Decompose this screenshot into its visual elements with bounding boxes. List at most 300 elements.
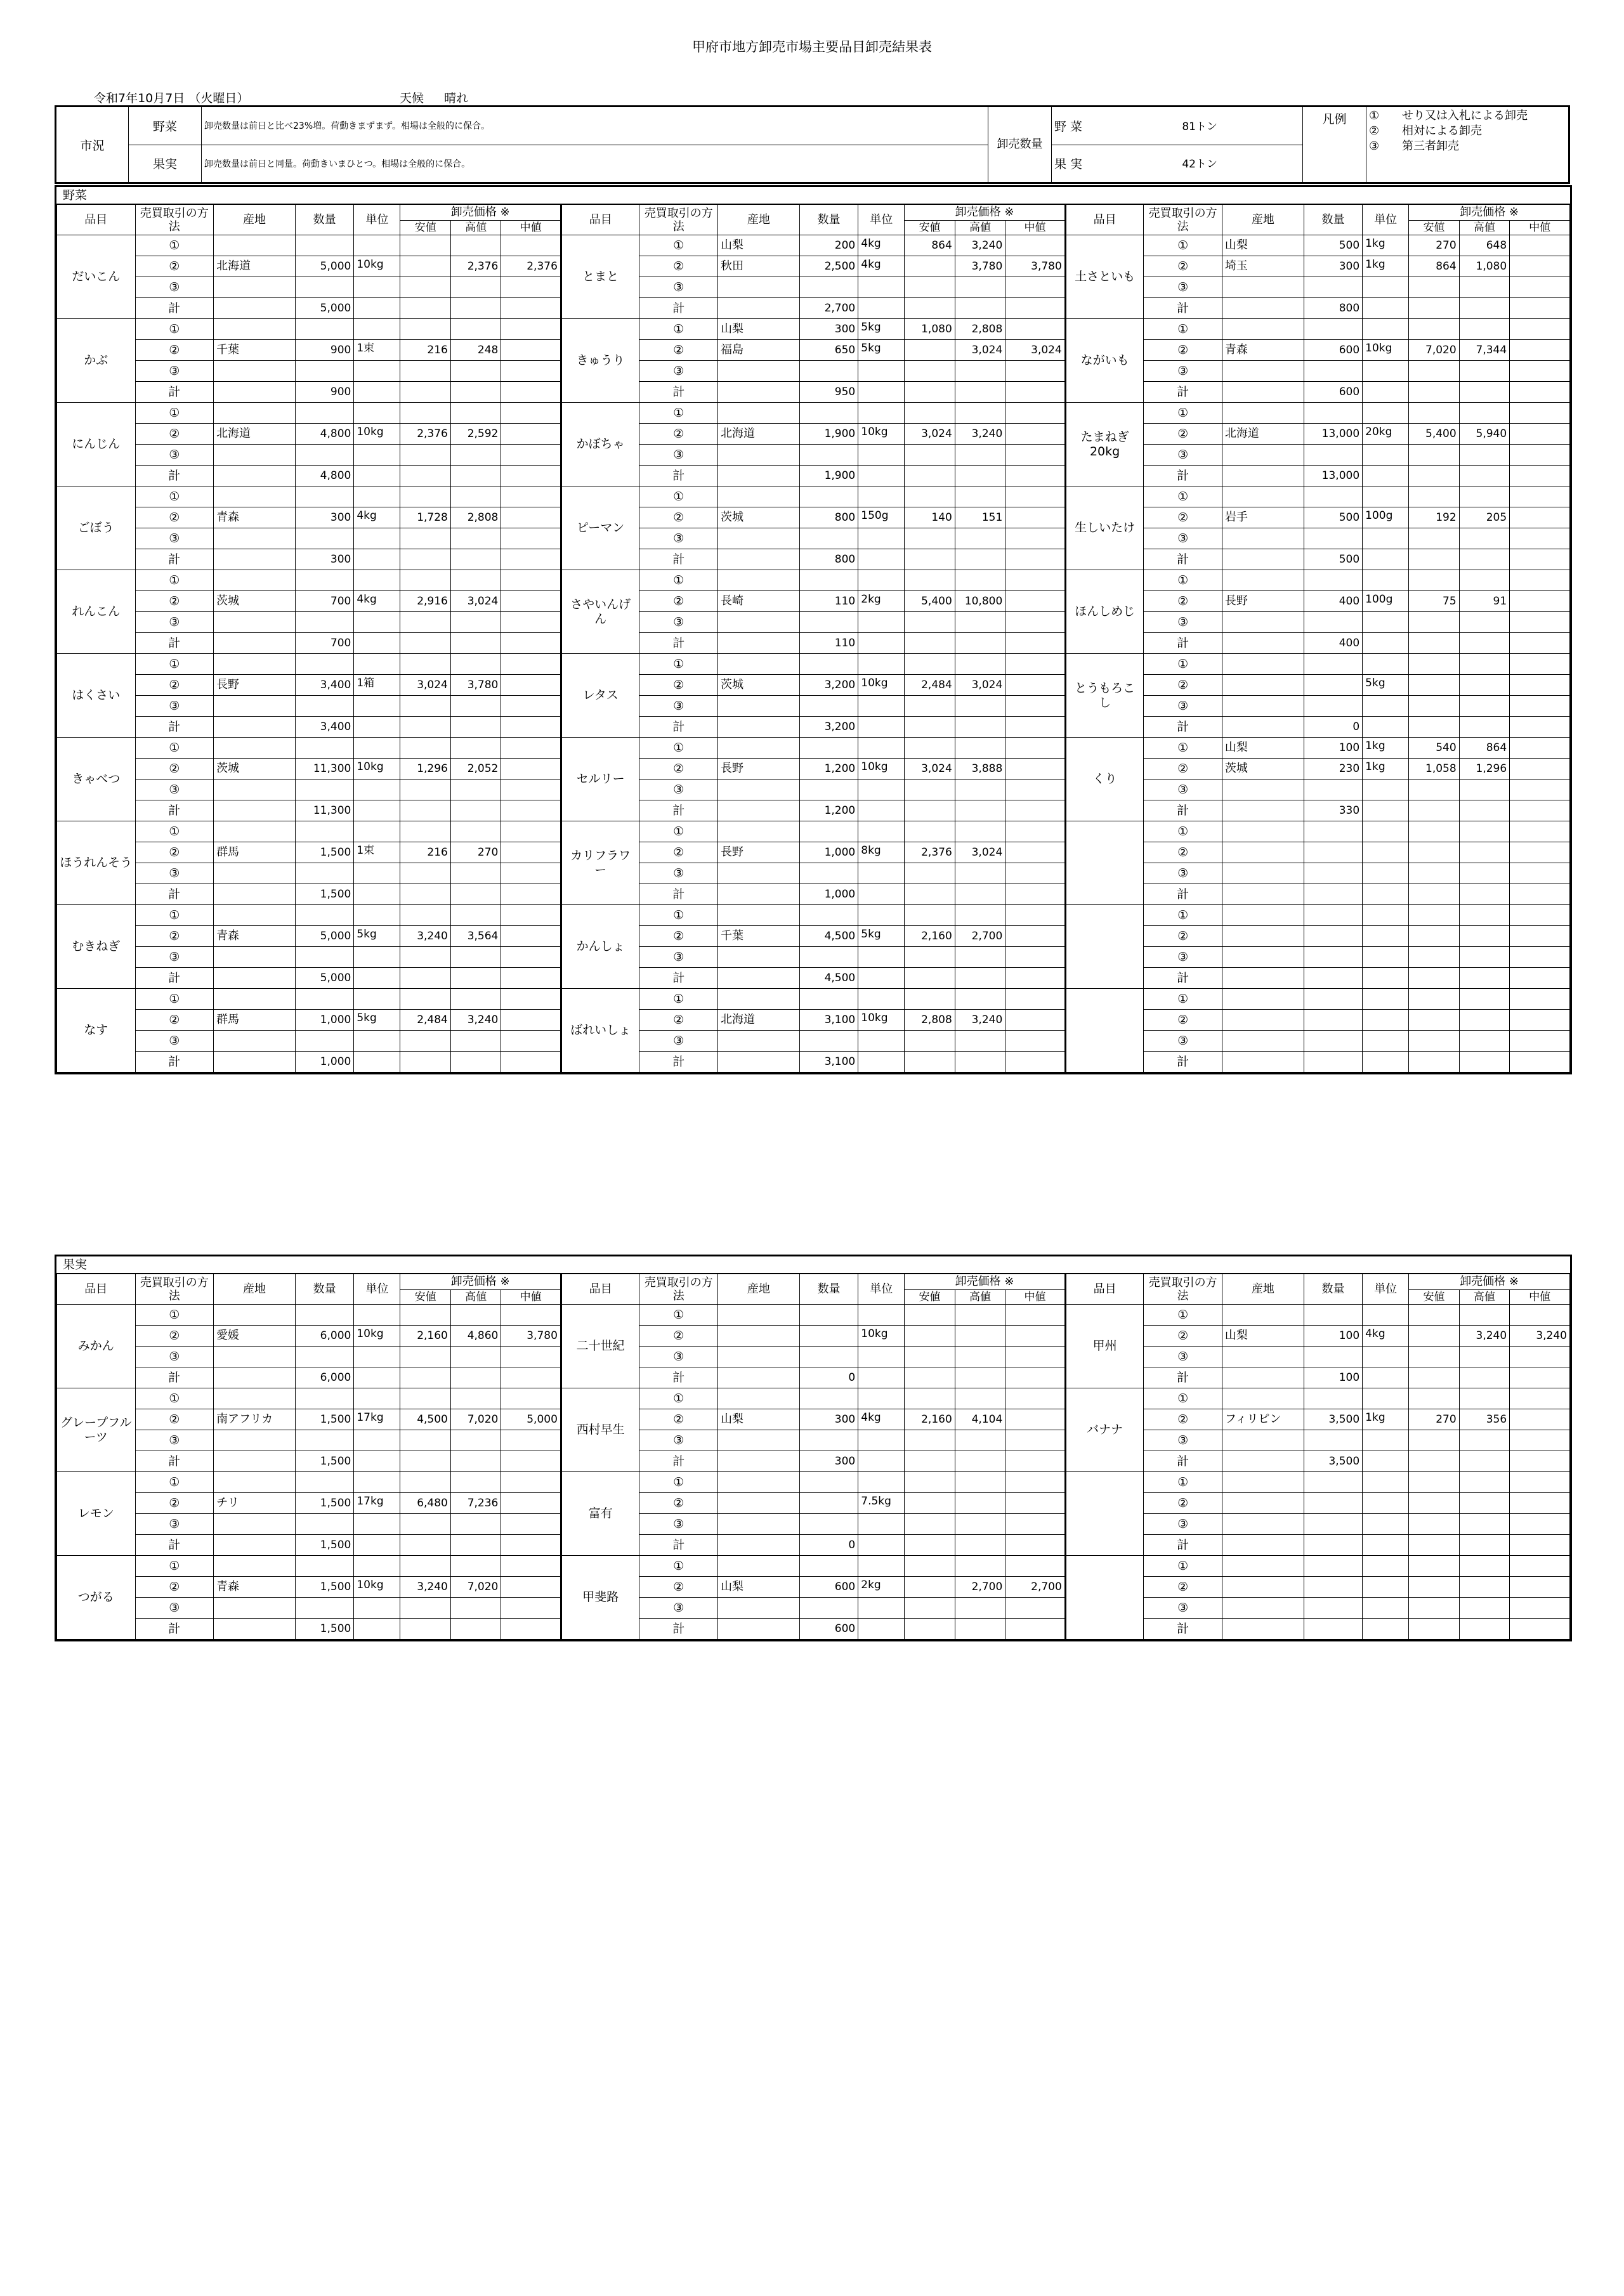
low-price-cell [905,1052,955,1073]
mid-price-cell [1005,403,1066,424]
low-price-cell [905,863,955,884]
unit-cell [354,1514,400,1535]
qty-cell [799,989,858,1010]
mid-price-cell [1510,1577,1570,1598]
header-low: 安値 [400,1290,450,1305]
unit-cell [1363,989,1409,1010]
origin-cell [717,738,799,759]
mid-price-cell [1005,235,1066,256]
unit-cell: 4kg [858,235,905,256]
high-price-cell [450,361,501,382]
high-price-cell [450,445,501,466]
high-price-cell: 3,240 [1459,1326,1509,1347]
high-price-cell [450,654,501,675]
low-price-cell [905,1347,955,1367]
origin-cell: 福島 [717,340,799,361]
origin-cell [717,905,799,926]
header-low: 安値 [905,1290,955,1305]
origin-cell: 長崎 [717,591,799,612]
unit-cell [858,1367,905,1388]
origin-cell [1222,633,1304,654]
low-price-cell [905,361,955,382]
qty-cell: 1,000 [295,1010,353,1031]
qty-cell: 4,500 [799,968,858,989]
header-qty: 数量 [799,205,858,235]
unit-cell [1363,779,1409,800]
header-unit: 単位 [858,205,905,235]
market-summary [55,105,1570,184]
high-price-cell: 205 [1459,507,1509,528]
high-price-cell: 4,860 [450,1326,501,1347]
mid-price-cell [501,926,561,947]
low-price-cell [1409,1010,1459,1031]
high-price-cell [955,633,1005,654]
origin-cell [1222,821,1304,842]
unit-cell [1363,1052,1409,1073]
origin-cell [717,968,799,989]
qty-cell: 3,500 [1304,1409,1362,1430]
item-name: みかん [57,1305,136,1388]
mid-price-cell [1510,1493,1570,1514]
high-price-cell [450,989,501,1010]
qty-cell [799,445,858,466]
high-price-cell [1459,1619,1509,1640]
unit-cell [354,633,400,654]
unit-cell: 5kg [858,926,905,947]
mid-price-cell [1005,1556,1066,1577]
origin-cell [1222,675,1304,696]
method-cell: 計 [1144,1619,1222,1640]
method-cell: ② [1144,424,1222,445]
high-price-cell [1459,905,1509,926]
high-price-cell [1459,842,1509,863]
low-price-cell [400,486,450,507]
origin-cell [1222,654,1304,675]
origin-cell: 山梨 [717,1577,799,1598]
high-price-cell: 864 [1459,738,1509,759]
high-price-cell: 3,024 [955,340,1005,361]
method-cell: ② [135,256,214,277]
qty-cell [1304,570,1362,591]
mid-price-cell [1510,1010,1570,1031]
high-price-cell [955,1619,1005,1640]
mid-price-cell [501,1472,561,1493]
unit-cell [858,633,905,654]
unit-cell [858,696,905,717]
high-price-cell [450,382,501,403]
method-cell: ② [639,759,718,779]
low-price-cell [905,738,955,759]
mid-price-cell [1005,968,1066,989]
qty-cell [799,277,858,298]
qty-cell [799,1388,858,1409]
unit-cell [354,1619,400,1640]
high-price-cell [450,717,501,738]
high-price-cell [450,1031,501,1052]
unit-cell [1363,549,1409,570]
qty-cell: 100 [1304,738,1362,759]
qty-cell [1304,445,1362,466]
method-cell: 計 [639,717,718,738]
mid-price-cell [501,1556,561,1577]
mid-price-cell: 3,780 [501,1326,561,1347]
header-mid: 中値 [501,1290,561,1305]
low-price-cell [1409,1367,1459,1388]
low-price-cell: 4,500 [400,1409,450,1430]
origin-cell [717,821,799,842]
table-row [57,1326,1570,1347]
mid-price-cell [1510,947,1570,968]
low-price-cell [905,1326,955,1347]
low-price-cell [400,1619,450,1640]
method-cell: ② [639,591,718,612]
mid-price-cell [1510,1535,1570,1556]
table-row [57,1305,1570,1326]
header-low: 安値 [1409,221,1459,235]
qty-cell: 5,000 [295,926,353,947]
unit-cell: 10kg [858,1326,905,1347]
mid-price-cell [501,1493,561,1514]
unit-cell [354,298,400,319]
mid-price-cell [1510,633,1570,654]
low-price-cell [905,821,955,842]
mid-price-cell [1510,1514,1570,1535]
high-price-cell [955,884,1005,905]
table-row [57,277,1570,298]
mid-price-cell [501,1598,561,1619]
method-cell: 計 [135,382,214,403]
origin-cell: 青森 [1222,340,1304,361]
high-price-cell: 648 [1459,235,1509,256]
low-price-cell: 1,296 [400,759,450,779]
origin-cell [717,633,799,654]
origin-cell [214,1619,296,1640]
high-price-cell: 3,240 [955,1010,1005,1031]
high-price-cell [1459,382,1509,403]
low-price-cell [905,884,955,905]
high-price-cell [450,1430,501,1451]
item-name: にんじん [57,403,136,486]
qty-cell: 900 [295,382,353,403]
origin-cell [214,863,296,884]
unit-cell [1363,1619,1409,1640]
item-name: 土さといも [1065,235,1144,319]
qty-cell: 100 [1304,1326,1362,1347]
method-cell: ① [135,319,214,340]
origin-cell: 北海道 [214,424,296,445]
unit-cell [1363,800,1409,821]
qty-cell: 650 [799,340,858,361]
low-price-cell [905,1031,955,1052]
origin-cell [1222,445,1304,466]
low-price-cell [400,863,450,884]
mid-price-cell [1510,486,1570,507]
qty-cell: 1,000 [799,884,858,905]
origin-cell [214,633,296,654]
qty-cell [295,235,353,256]
method-cell: ② [135,507,214,528]
fruit-section [55,1255,1572,1641]
high-price-cell [450,1388,501,1409]
origin-cell: 長野 [717,842,799,863]
origin-cell: 千葉 [214,340,296,361]
high-price-cell [1459,1514,1509,1535]
origin-cell [717,1619,799,1640]
high-price-cell [955,905,1005,926]
mid-price-cell [1005,696,1066,717]
mid-price-cell [501,1031,561,1052]
qty-cell: 100 [1304,1367,1362,1388]
qty-cell [799,528,858,549]
origin-cell: 山梨 [1222,1326,1304,1347]
unit-cell: 10kg [354,759,400,779]
unit-cell [858,445,905,466]
high-price-cell [955,1388,1005,1409]
method-cell: ② [639,340,718,361]
qty-cell: 3,200 [799,675,858,696]
unit-cell [1363,1514,1409,1535]
method-cell: ③ [639,779,718,800]
item-name: 生しいたけ [1065,486,1144,570]
origin-cell [1222,696,1304,717]
low-price-cell [400,1535,450,1556]
qty-cell: 1,000 [799,842,858,863]
header-origin: 産地 [1222,1274,1304,1305]
veg-volume-value: 81トン [1182,120,1217,133]
origin-cell [214,549,296,570]
item-name: ピーマン [561,486,639,570]
method-cell: 計 [1144,717,1222,738]
mid-price-cell [501,633,561,654]
origin-cell: 群馬 [214,1010,296,1031]
low-price-cell [905,717,955,738]
origin-cell: 茨城 [717,675,799,696]
low-price-cell [1409,298,1459,319]
unit-cell: 1kg [1363,738,1409,759]
mid-price-cell [501,612,561,633]
low-price-cell [905,1535,955,1556]
low-price-cell [905,1619,955,1640]
mid-price-cell [501,738,561,759]
header-item: 品目 [57,1274,136,1305]
origin-cell [1222,1619,1304,1640]
method-cell: ① [135,1472,214,1493]
mid-price-cell [1005,675,1066,696]
mid-price-cell [1005,424,1066,445]
mid-price-cell: 3,240 [1510,1326,1570,1347]
high-price-cell [450,738,501,759]
qty-cell [799,654,858,675]
low-price-cell [905,1305,955,1326]
unit-cell [1363,528,1409,549]
unit-cell [1363,277,1409,298]
high-price-cell [1459,1430,1509,1451]
method-cell: ① [135,905,214,926]
unit-cell [858,947,905,968]
high-price-cell: 7,236 [450,1493,501,1514]
method-cell: ② [1144,507,1222,528]
origin-cell [1222,1556,1304,1577]
method-cell: 計 [639,1535,718,1556]
qty-cell: 1,500 [295,1493,353,1514]
qty-cell [1304,277,1362,298]
origin-cell [717,717,799,738]
unit-cell: 4kg [354,507,400,528]
low-price-cell [1409,361,1459,382]
unit-cell [354,1052,400,1073]
low-price-cell [1409,466,1459,486]
table-row [57,1472,1570,1493]
low-price-cell [1409,319,1459,340]
mid-price-cell [501,486,561,507]
qty-cell [295,779,353,800]
unit-cell [354,863,400,884]
method-cell: ① [1144,989,1222,1010]
unit-cell [354,717,400,738]
unit-cell [858,612,905,633]
high-price-cell [955,570,1005,591]
qty-cell [799,1493,858,1514]
low-price-cell [905,1451,955,1472]
method-cell: 計 [135,884,214,905]
table-row [57,466,1570,486]
high-price-cell [1459,361,1509,382]
method-cell: 計 [1144,382,1222,403]
mid-price-cell: 5,000 [501,1409,561,1430]
qty-cell [1304,1388,1362,1409]
method-cell: ① [1144,1388,1222,1409]
low-price-cell [400,445,450,466]
qty-cell: 4,800 [295,466,353,486]
low-price-cell [905,382,955,403]
unit-cell [1363,1598,1409,1619]
high-price-cell [1459,1010,1509,1031]
origin-cell [1222,466,1304,486]
mid-price-cell [1510,926,1570,947]
mid-price-cell [501,466,561,486]
low-price-cell [905,298,955,319]
legend-item: ② 相対による卸売 [1369,124,1482,138]
origin-cell [717,277,799,298]
high-price-cell: 2,052 [450,759,501,779]
origin-cell [1222,382,1304,403]
item-name [1065,905,1144,989]
origin-cell [1222,1514,1304,1535]
origin-cell [1222,1367,1304,1388]
qty-cell: 1,900 [799,424,858,445]
method-cell: ① [639,486,718,507]
item-name: むきねぎ [57,905,136,989]
low-price-cell [1409,779,1459,800]
low-price-cell [400,1451,450,1472]
mid-price-cell [501,1577,561,1598]
origin-cell: 愛媛 [214,1326,296,1347]
qty-cell [1304,528,1362,549]
unit-cell [354,466,400,486]
qty-cell [295,277,353,298]
method-cell: 計 [639,1367,718,1388]
qty-cell: 500 [1304,549,1362,570]
low-price-cell: 2,160 [905,1409,955,1430]
method-cell: 計 [1144,884,1222,905]
qty-cell [295,1347,353,1367]
origin-cell [1222,884,1304,905]
qty-cell [799,863,858,884]
high-price-cell [955,528,1005,549]
mid-price-cell [1510,382,1570,403]
high-price-cell: 3,888 [955,759,1005,779]
method-cell: 計 [135,549,214,570]
header-mid: 中値 [501,221,561,235]
item-name: れんこん [57,570,136,654]
unit-cell: 10kg [858,424,905,445]
origin-cell [717,382,799,403]
table-row [57,1052,1570,1073]
high-price-cell: 7,020 [450,1409,501,1430]
high-price-cell [1459,1305,1509,1326]
origin-cell: 北海道 [1222,424,1304,445]
method-cell: ① [135,235,214,256]
legend-item: ① せり又は入札による卸売 [1369,109,1528,122]
origin-cell [214,905,296,926]
high-price-cell [450,779,501,800]
method-cell: 計 [639,1619,718,1640]
method-cell: ③ [135,445,214,466]
method-cell: ② [639,1493,718,1514]
unit-cell: 1kg [1363,235,1409,256]
method-cell: 計 [639,382,718,403]
low-price-cell [400,821,450,842]
unit-cell [354,445,400,466]
high-price-cell [1459,779,1509,800]
high-price-cell [1459,549,1509,570]
low-price-cell [905,340,955,361]
unit-cell [354,1388,400,1409]
high-price-cell [450,1556,501,1577]
item-name: グレープフルーツ [57,1388,136,1472]
veg-volume [1052,107,1303,145]
unit-cell: 2kg [858,591,905,612]
low-price-cell: 192 [1409,507,1459,528]
mid-price-cell [1005,863,1066,884]
qty-cell [799,570,858,591]
qty-cell: 600 [1304,382,1362,403]
unit-cell [354,549,400,570]
high-price-cell [450,235,501,256]
method-cell: ② [639,256,718,277]
mid-price-cell [501,1535,561,1556]
method-cell: 計 [135,968,214,989]
origin-cell: 青森 [214,926,296,947]
method-cell: ① [1144,905,1222,926]
low-price-cell [905,1493,955,1514]
low-price-cell [400,968,450,989]
method-cell: ① [639,821,718,842]
mid-price-cell [1510,1052,1570,1073]
origin-cell [1222,1388,1304,1409]
method-cell: 計 [1144,466,1222,486]
method-cell: ① [1144,1472,1222,1493]
qty-cell: 500 [1304,507,1362,528]
unit-cell [354,1451,400,1472]
unit-cell: 5kg [1363,675,1409,696]
low-price-cell [905,403,955,424]
mid-price-cell [1510,612,1570,633]
low-price-cell [905,1388,955,1409]
mid-price-cell [1005,1326,1066,1347]
qty-cell [799,1326,858,1347]
qty-cell [799,1556,858,1577]
